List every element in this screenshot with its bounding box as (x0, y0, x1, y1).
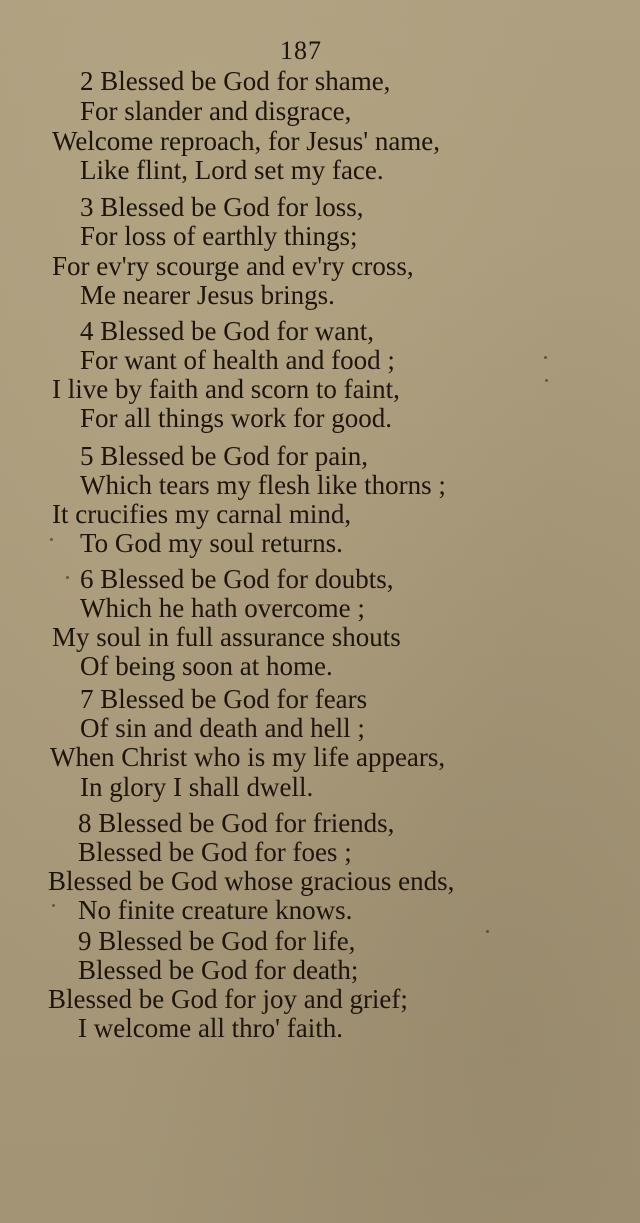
verse-line: 8 Blessed be God for friends, (78, 808, 395, 838)
verse-line: 7 Blessed be God for fears (80, 684, 368, 714)
paper-speck (52, 904, 55, 907)
verse-line: Me nearer Jesus brings. (80, 280, 335, 310)
verse-line: For want of health and food ; (80, 345, 395, 375)
verse-line: 5 Blessed be God for pain, (80, 441, 368, 471)
verse-line: Of being soon at home. (80, 651, 333, 681)
paper-speck (545, 379, 548, 382)
verse-line: Like flint, Lord set my face. (80, 155, 384, 185)
verse-line: For loss of earthly things; (80, 221, 358, 251)
verse-line: I welcome all thro' faith. (78, 1013, 344, 1043)
verse-line: 4 Blessed be God for want, (80, 316, 374, 346)
paper-speck (50, 538, 53, 541)
verse-line: Blessed be God for death; (78, 955, 359, 985)
verse-line: 3 Blessed be God for loss, (80, 192, 364, 222)
verse-line: For ev'ry scourge and ev'ry cross, (52, 251, 414, 281)
verse-line: For all things work for good. (80, 403, 392, 433)
verse-line: Blessed be God for joy and grief; (48, 984, 408, 1014)
verse-line: Blessed be God whose gracious ends, (48, 866, 455, 896)
verse-line: No finite creature knows. (78, 895, 353, 925)
verse-line: Blessed be God for foes ; (78, 837, 352, 867)
page-number: 187 (280, 36, 322, 65)
verse-line: I live by faith and scorn to faint, (52, 374, 400, 404)
verse-line: Of sin and death and hell ; (80, 713, 365, 743)
verse-line: Which he hath overcome ; (80, 593, 365, 623)
paper-speck (66, 576, 69, 579)
paper-speck (486, 930, 489, 933)
verse-line: 6 Blessed be God for doubts, (80, 564, 394, 594)
verse-line: Which tears my flesh like thorns ; (80, 470, 446, 500)
verse-line: 9 Blessed be God for life, (78, 926, 356, 956)
verse-line: In glory I shall dwell. (80, 772, 314, 802)
verse-line: To God my soul returns. (80, 528, 343, 558)
verse-line: When Christ who is my life appears, (50, 742, 446, 772)
verse-line: It crucifies my carnal mind, (52, 499, 352, 529)
verse-line: For slander and disgrace, (80, 96, 352, 126)
paper-speck (544, 356, 547, 359)
verse-line: Welcome reproach, for Jesus' name, (52, 126, 441, 156)
verse-line: My soul in full assurance shouts (52, 622, 401, 652)
verse-line: 2 Blessed be God for shame, (80, 66, 391, 96)
